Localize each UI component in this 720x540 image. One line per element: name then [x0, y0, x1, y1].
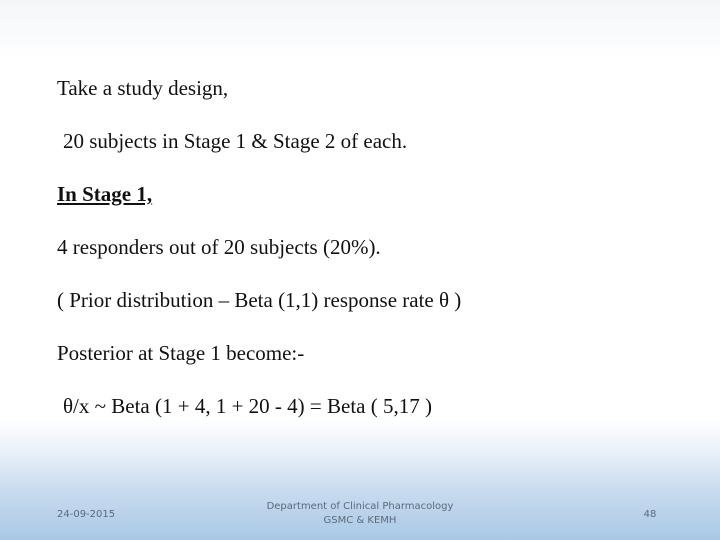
line-responders: 4 responders out of 20 subjects (20%).	[57, 235, 381, 259]
line-posterior-formula: θ/x ~ Beta (1 + 4, 1 + 20 - 4) = Beta ( 5,17 )	[63, 394, 432, 418]
footer-page-number: 48	[643, 509, 657, 520]
line-stage-1-heading: In Stage 1,	[57, 182, 153, 206]
line-subjects-per-stage: 20 subjects in Stage 1 & Stage 2 of each.	[63, 129, 408, 153]
line-posterior-heading: Posterior at Stage 1 become:-	[57, 341, 305, 365]
footer-date: 24-09-2015	[57, 509, 116, 520]
line-study-design: Take a study design,	[57, 76, 229, 100]
footer-department	[240, 500, 480, 528]
footer-department-line1: Department of Clinical Pharmacology	[266, 501, 454, 512]
line-prior-distribution: ( Prior distribution – Beta (1,1) response rate θ )	[57, 288, 462, 312]
footer-department-line2: GSMC & KEMH	[323, 515, 397, 526]
